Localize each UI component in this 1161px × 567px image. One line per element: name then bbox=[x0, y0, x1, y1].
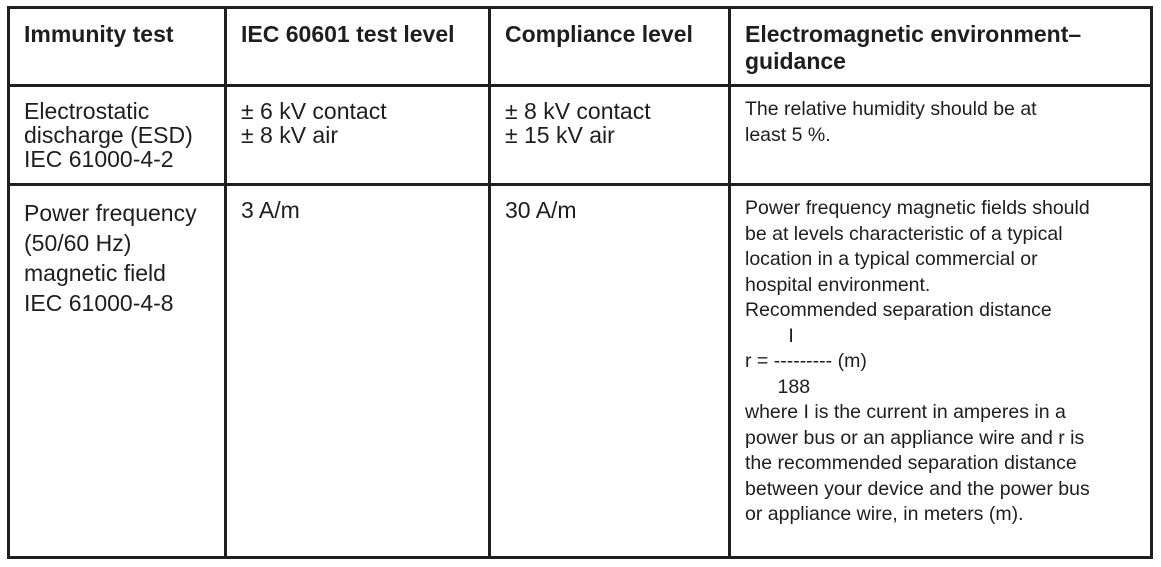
formula-expression: r = --------- (m) bbox=[745, 350, 867, 372]
formula-denominator: 188 bbox=[745, 375, 811, 398]
emc-immunity-table bbox=[7, 6, 1153, 559]
header-compliance-level: Compliance level bbox=[490, 8, 730, 86]
cell-line: Power frequency bbox=[24, 200, 197, 226]
cell-compliance-level bbox=[490, 185, 730, 558]
cell-test-level bbox=[226, 86, 490, 185]
cell-line: ± 8 kV air bbox=[241, 122, 338, 148]
cell-immunity-test bbox=[9, 185, 226, 558]
table-row-esd bbox=[9, 86, 1152, 185]
header-immunity-test: Immunity test bbox=[9, 8, 226, 86]
table-row-power-frequency bbox=[9, 185, 1152, 558]
header-guidance bbox=[730, 8, 1152, 86]
cell-line: discharge (ESD) bbox=[24, 122, 193, 148]
cell-line: IEC 61000-4-8 bbox=[24, 290, 174, 316]
cell-line: 30 A/m bbox=[505, 197, 577, 223]
cell-guidance bbox=[730, 86, 1152, 185]
cell-line: ± 6 kV contact bbox=[241, 98, 387, 124]
cell-line: Recommended separation distance bbox=[745, 299, 1052, 321]
cell-line: least 5 %. bbox=[745, 123, 831, 146]
cell-immunity-test bbox=[9, 86, 226, 185]
header-guidance-line: guidance bbox=[745, 48, 846, 74]
header-iec-test-level: IEC 60601 test level bbox=[226, 8, 490, 86]
cell-line: between your device and the power bus bbox=[745, 477, 1090, 500]
cell-line: Power frequency magnetic fields should bbox=[745, 197, 1090, 219]
cell-line: IEC 61000-4-2 bbox=[24, 146, 174, 172]
header-row bbox=[9, 8, 1152, 86]
header-guidance-line: Electromagnetic environment– bbox=[745, 21, 1082, 47]
cell-line: or appliance wire, in meters (m). bbox=[745, 503, 1024, 525]
cell-line: The relative humidity should be at bbox=[745, 98, 1037, 120]
cell-line: ± 15 kV air bbox=[505, 122, 615, 148]
cell-compliance-level bbox=[490, 86, 730, 185]
cell-line: magnetic field bbox=[24, 260, 166, 286]
cell-line: ± 8 kV contact bbox=[505, 98, 651, 124]
cell-line: location in a typical commercial or bbox=[745, 248, 1038, 270]
cell-line: be at levels characteristic of a typical bbox=[745, 222, 1063, 245]
cell-line: hospital environment. bbox=[745, 273, 931, 296]
cell-line: where I is the current in amperes in a bbox=[745, 401, 1066, 423]
cell-line: Electrostatic bbox=[24, 98, 150, 124]
cell-line: the recommended separation distance bbox=[745, 452, 1077, 474]
cell-test-level bbox=[226, 185, 490, 558]
cell-line: power bus or an appliance wire and r is bbox=[745, 426, 1085, 449]
cell-line: 3 A/m bbox=[241, 197, 300, 223]
cell-guidance bbox=[730, 185, 1152, 558]
cell-line: (50/60 Hz) bbox=[24, 230, 132, 256]
formula-numerator: I bbox=[745, 324, 794, 347]
